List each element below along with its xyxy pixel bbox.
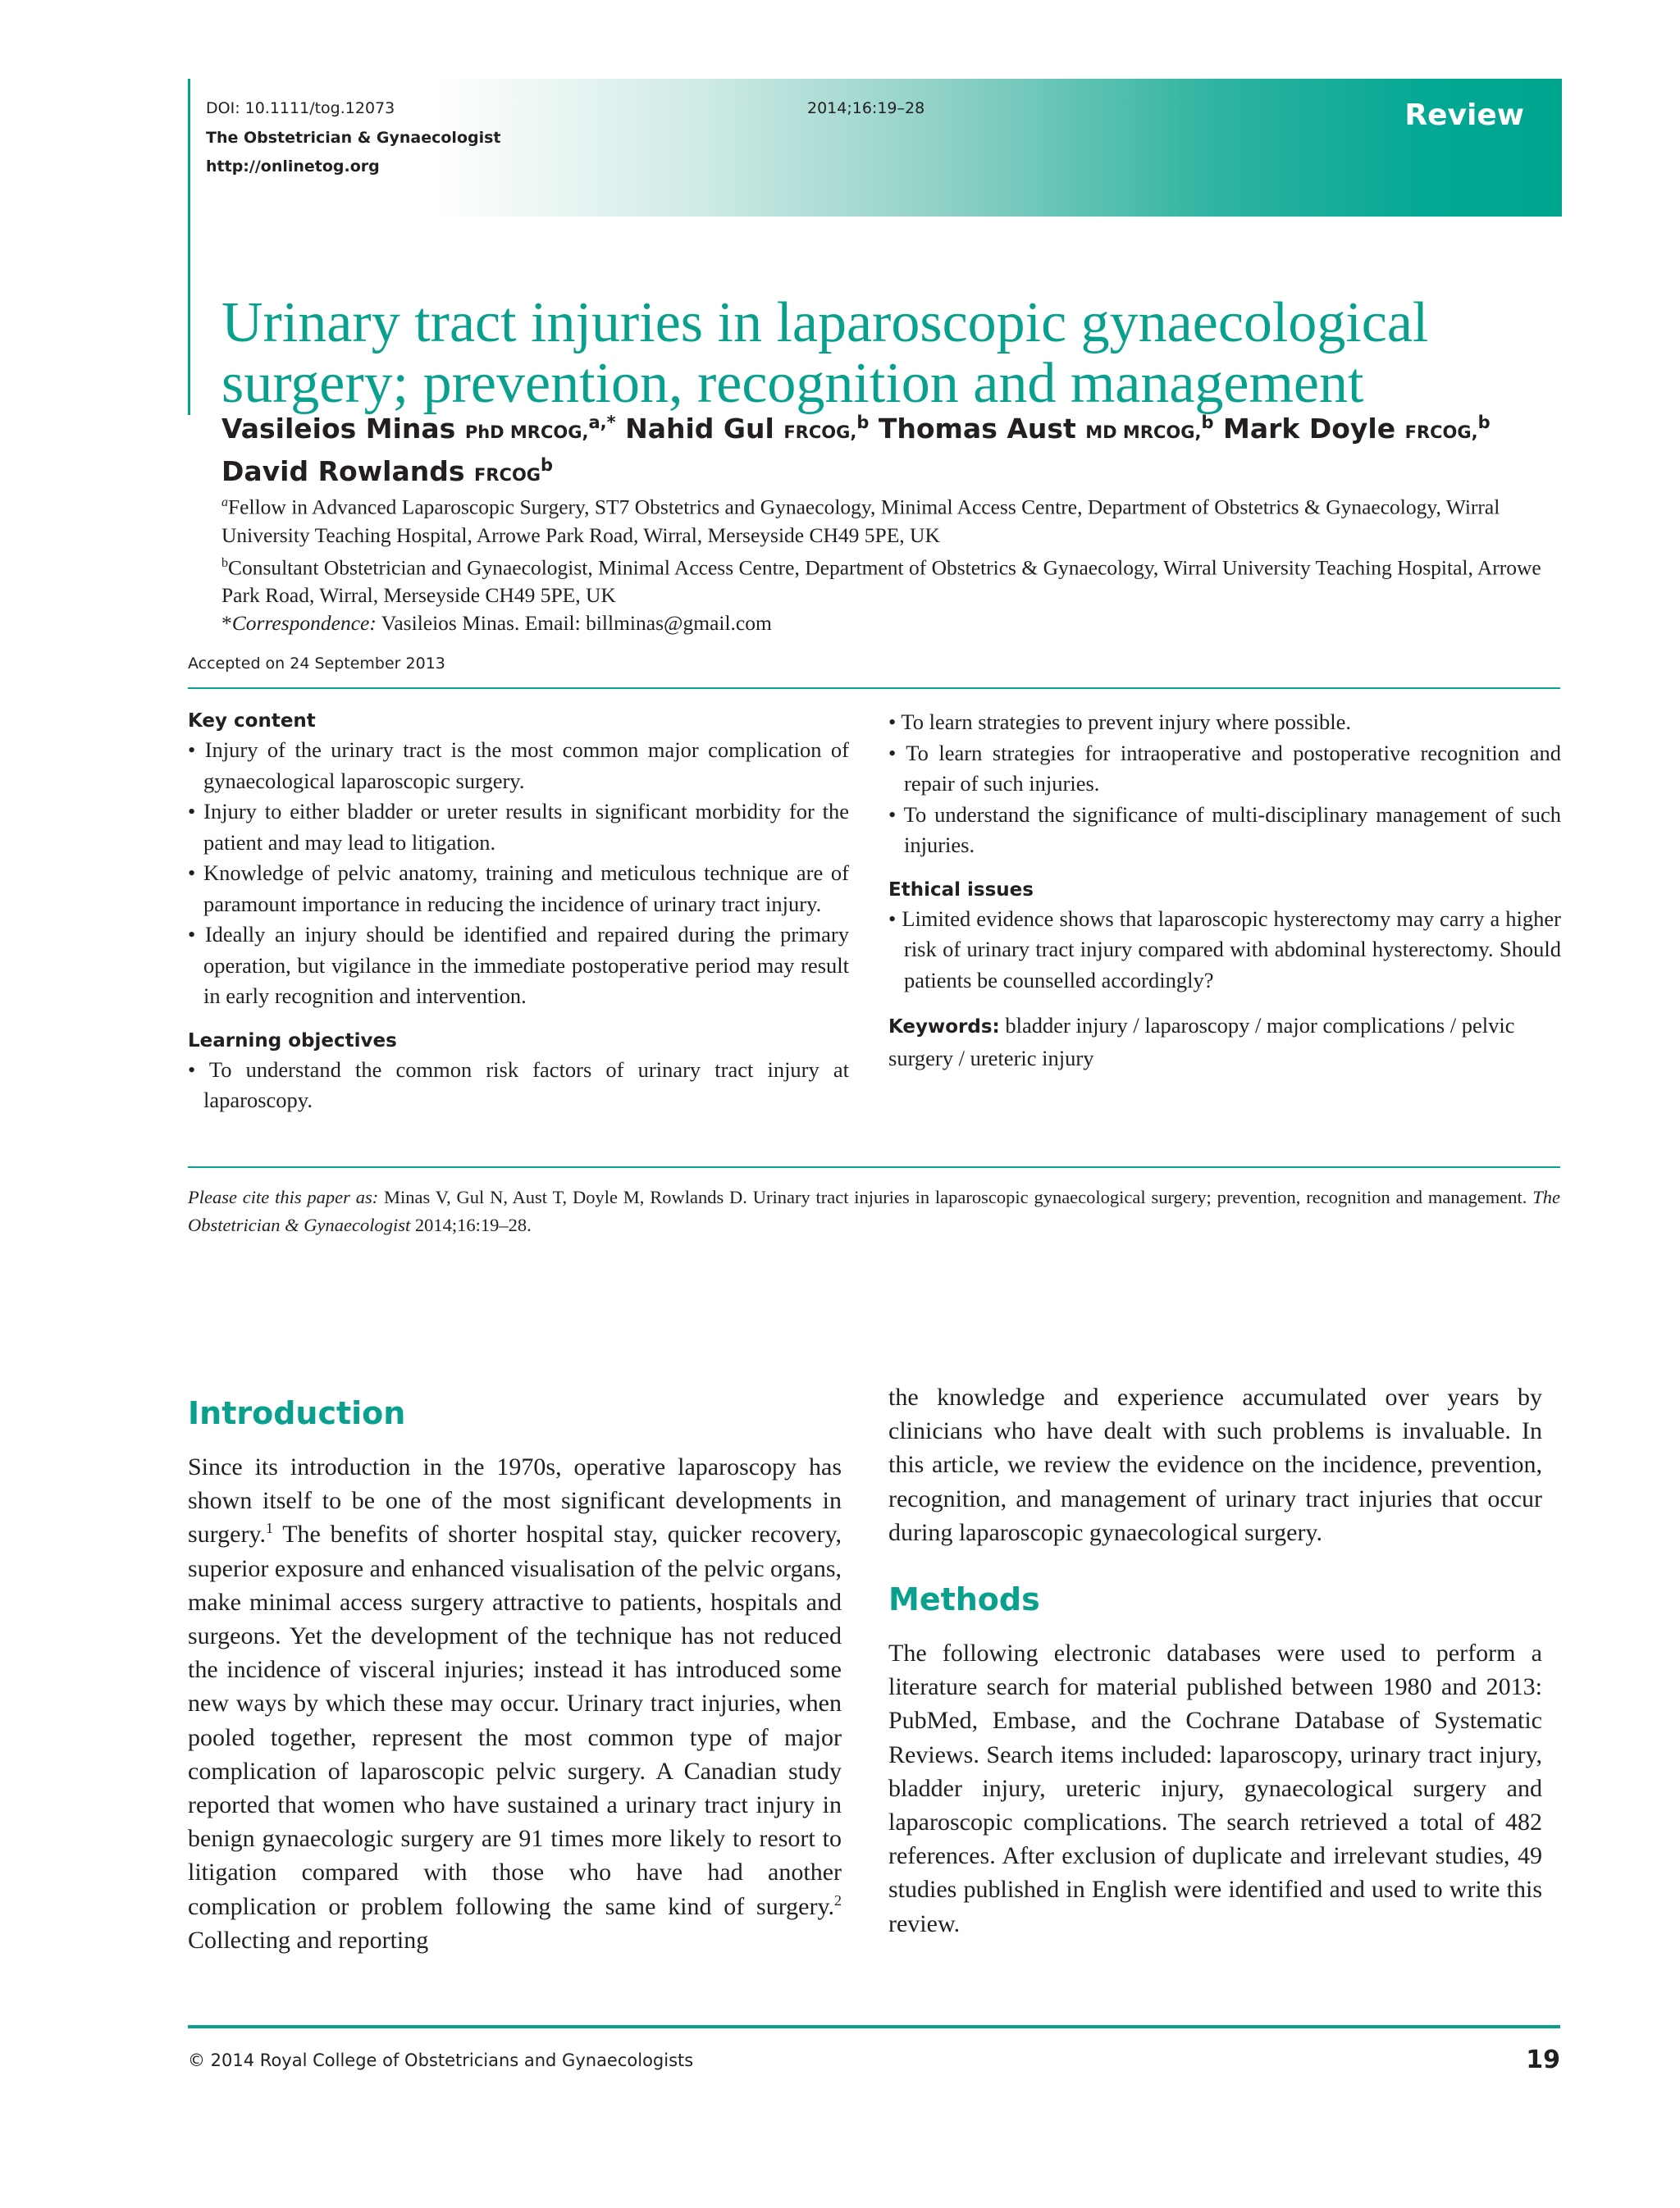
author-affiliation-marker: b — [1201, 413, 1214, 432]
doi-text: DOI: 10.1111/tog.12073 — [206, 99, 395, 117]
affiliation-marker: a — [221, 495, 228, 509]
page-number: 19 — [1526, 2046, 1560, 2074]
affiliation-a — [221, 489, 1554, 550]
list-item: • Ideally an injury should be identified and repaired during the primary operation, but vigilance in the immediate postoperative period may result in early recognition and intervention. — [188, 922, 849, 1008]
cite-journal: The Obstetrician & Gynaecologist — [188, 1187, 1560, 1235]
list-item: • Limited evidence shows that laparoscopic hysterectomy may carry a higher risk of urinary tract injury compared with abdominal hysterectomy. Should patients be counselled accordingly? — [888, 906, 1561, 992]
author-name: Vasileios Minas — [221, 413, 456, 445]
cite-text-end: 2014;16:19–28. — [410, 1215, 532, 1235]
affiliation-marker: b — [221, 555, 228, 570]
author-degrees: MD MRCOG, — [1085, 422, 1202, 442]
author-degrees: FRCOG, — [1404, 422, 1478, 442]
journal-name: The Obstetrician & Gynaecologist — [206, 129, 501, 147]
header-left-rule — [188, 79, 190, 415]
list-item: • To understand the significance of multi-disciplinary management of such injuries. — [888, 801, 1561, 857]
correspondence-marker: * — [221, 611, 232, 635]
introduction-heading: Introduction — [188, 1395, 406, 1431]
cite-note — [188, 1184, 1560, 1239]
author-name: David Rowlands — [221, 455, 465, 487]
title-line-2: surgery; prevention, recognition and management — [221, 351, 1364, 415]
ethical-issues-heading: Ethical issues — [888, 878, 1034, 901]
author-name: Mark Doyle — [1223, 413, 1396, 445]
key-content-list — [188, 735, 849, 1012]
affiliation-b — [221, 550, 1554, 610]
methods-heading: Methods — [888, 1581, 1040, 1618]
reference-marker[interactable]: 2 — [834, 1891, 842, 1909]
cite-text: Minas V, Gul N, Aust T, Doyle M, Rowlands D. Urinary tract injuries in laparoscopic gynaecological surgery; prevention, recognition and management. — [378, 1187, 1533, 1207]
learning-objectives-list — [188, 1055, 849, 1116]
keywords-label: Keywords: — [888, 1016, 1000, 1038]
author-affiliation-marker: a,* — [588, 413, 616, 432]
objectives-ethics-column — [888, 707, 1561, 1074]
journal-url[interactable]: http://onlinetog.org — [206, 157, 380, 176]
keywords — [888, 1010, 1561, 1074]
intro-text: Since its introduction in the 1970s, operative laparoscopy has shown itself to be one of the most significant developments in surgery. — [188, 1453, 842, 1549]
list-item: • Injury to either bladder or ureter results in significant morbidity for the patient and may lead to litigation. — [188, 799, 849, 855]
affiliations — [221, 489, 1554, 637]
correspondence-label: Correspondence: — [231, 611, 377, 635]
list-item: • To understand the common risk factors of urinary tract injury at laparoscopy. — [188, 1056, 849, 1112]
learning-objectives-heading: Learning objectives — [188, 1029, 397, 1052]
body-column-left — [188, 1394, 842, 1957]
introduction-paragraph — [188, 1450, 842, 1957]
article-title — [221, 290, 1534, 415]
introduction-continued: the knowledge and experience accumulated over years by clinicians who have dealt with such problems is invaluable. In this article, we review the evidence on the incidence, prevention, recognition, and management of urinary tract injuries that occur during laparoscopic gynaecological surgery. — [888, 1384, 1542, 1546]
reference-marker[interactable]: 1 — [265, 1520, 273, 1537]
list-item: • Knowledge of pelvic anatomy, training and meticulous technique are of paramount importance in reducing the incidence of urinary tract injury. — [188, 860, 849, 916]
author-name: Nahid Gul — [625, 413, 774, 445]
author-degrees: FRCOG — [474, 465, 541, 485]
correspondence — [221, 609, 1554, 637]
body-column-right — [888, 1380, 1542, 1941]
keywords-text: bladder injury / laparoscopy / major complications / pelvic surgery / ureteric injury — [888, 1013, 1515, 1070]
article-type-label: Review — [1404, 98, 1524, 132]
author-affiliation-marker: b — [1477, 413, 1491, 432]
learning-objectives-list-continued — [888, 707, 1561, 861]
list-item: • To learn strategies for intraoperative and postoperative recognition and repair of such injuries. — [888, 740, 1561, 796]
citation-range: 2014;16:19–28 — [807, 99, 925, 117]
author-affiliation-marker: b — [541, 455, 554, 475]
intro-text: Collecting and reporting — [188, 1926, 429, 1954]
divider-top — [188, 687, 1560, 689]
author-name: Thomas Aust — [878, 413, 1076, 445]
title-line-1: Urinary tract injuries in laparoscopic gynaecological — [221, 290, 1429, 354]
author-degrees: PhD MRCOG, — [464, 422, 589, 442]
author-affiliation-marker: b — [856, 413, 870, 432]
affiliation-text: Fellow in Advanced Laparoscopic Surgery, ST7 Obstetrics and Gynaecology, Minimal Access Centre, Department of Obstetrics & Gynaecology, Wirral University Teaching Hospital, Arrowe Park Road, Wirral, Merseyside CH49 5PE, UK — [221, 495, 1500, 547]
list-item: • Injury of the urinary tract is the most common major complication of gynaecological laparoscopic surgery. — [188, 737, 849, 793]
footer-rule — [188, 2025, 1560, 2028]
key-content-heading: Key content — [188, 710, 316, 732]
affiliation-text: Consultant Obstetrician and Gynaecologist, Minimal Access Centre, Department of Obstetrics & Gynaecology, Wirral University Teaching Hospital, Arrowe Park Road, Wirral, Merseyside CH49 5PE, UK — [221, 555, 1541, 607]
author-list — [221, 406, 1567, 491]
author-degrees: FRCOG, — [783, 422, 857, 442]
copyright: © 2014 Royal College of Obstetricians and Gynaecologists — [188, 2051, 694, 2070]
divider-bottom — [188, 1166, 1560, 1168]
methods-paragraph: The following electronic databases were used to perform a literature search for material published between 1980 and 2013: PubMed, Embase, and the Cochrane Database of Systematic Reviews. Search items included: laparoscopy, urinary tract injury, bladder injury, ureteric injury, gynaecological surgery and laparoscopic complications. The search retrieved a total of 482 references. After exclusion of duplicate and irrelevant studies, 49 studies published in English were identified and used to write this review. — [888, 1640, 1542, 1937]
intro-text: The benefits of shorter hospital stay, quicker recovery, superior exposure and enhanced visualisation of the pelvic organs, make minimal access surgery attractive to patients, hospitals and surgeons. Yet the development of the technique has not reduced the incidence of visceral injuries; instead it has introduced some new ways by which these may occur. Urinary tract injuries, when pooled together, represent the most common type of major complication of laparoscopic pelvic surgery. A Canadian study reported that women who have sustained a urinary tract injury in benign gynaecologic surgery are 91 times more likely to resort to litigation compared with those who have had another complication or problem following the same kind of surgery. — [188, 1521, 842, 1920]
cite-label: Please cite this paper as: — [188, 1187, 379, 1207]
accepted-date: Accepted on 24 September 2013 — [188, 655, 445, 673]
ethical-issues-list — [888, 904, 1561, 997]
list-item: • To learn strategies to prevent injury where possible. — [888, 709, 1352, 734]
correspondence-text: Vasileios Minas. Email: billminas@gmail.com — [376, 611, 772, 635]
key-content-column — [188, 707, 849, 1116]
